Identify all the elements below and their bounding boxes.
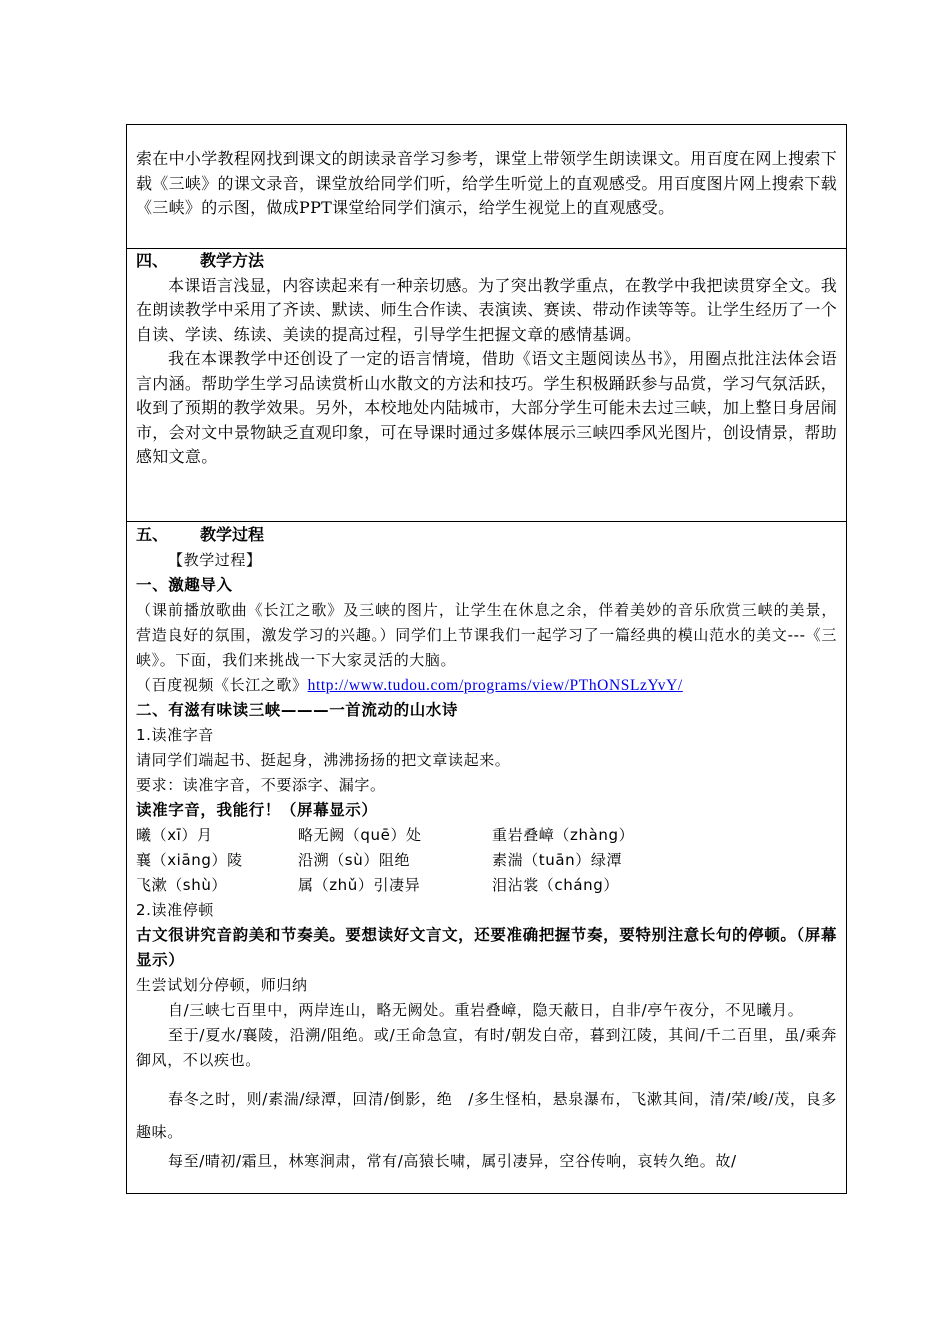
row-divider bbox=[127, 521, 846, 522]
pronunciation-item: 重岩叠嶂（zhàng） bbox=[492, 825, 635, 844]
sub1-heading: 1.读准字音 bbox=[136, 725, 214, 744]
pronunciation-row bbox=[136, 823, 837, 848]
method-paragraph-2: 我在本课教学中还创设了一定的语言情境，借助《语文主题阅读丛书》，用圈点批注法体会语言内涵。帮助学生学习品读赏析山水散文的方法和技巧。学生积极踊跃参与品赏，学习气氛活跃，收到了预期的教学效果。另外，本校地处内陆城市，大部分学生可能未去过三峡，加上整日身居闹市，会对文中景物缺乏直观印象，可在导课时通过多媒体展示三峡四季风光图片，创设情景，帮助感知文意。 bbox=[136, 349, 837, 466]
process-bracket-title: 【教学过程】 bbox=[168, 550, 262, 569]
video-line bbox=[136, 673, 837, 698]
lesson-plan-table bbox=[126, 124, 847, 1194]
pause-paragraph-1: 自/三峡七百里中，两岸连山，略无阙处。重岩叠嶂，隐天蔽日，自非/亭午夜分，不见曦月。 bbox=[168, 1000, 804, 1019]
pronunciation-item: 素湍（tuān）绿潭 bbox=[492, 850, 623, 869]
part1-text: （课前播放歌曲《长江之歌》及三峡的图片，让学生在休息之余，伴着美妙的音乐欣赏三峡的美景，营造良好的氛围，激发学习的兴趣。）同学们上节课我们一起学习了一篇经典的模山范水的美文---《三峡》。下面，我们来挑战一下大家灵活的大脑。 bbox=[136, 600, 837, 669]
pronunciation-item: 属（zhǔ）引凄异 bbox=[298, 875, 421, 894]
pause-paragraph-2: 至于/夏水/襄陵，沿溯/阻绝。或/王命急宣，有时/朝发白帝，暮到江陵，其间/千二百里，虽/乘奔御风，不以疾也。 bbox=[136, 1025, 837, 1069]
part2-heading: 二、有滋有味读三峡———一首流动的山水诗 bbox=[136, 700, 459, 719]
pronunciation-row bbox=[136, 848, 837, 873]
section-number: 五、 bbox=[136, 525, 169, 544]
sub1-line-2: 要求：读准字音，不要添字、漏字。 bbox=[136, 775, 386, 794]
sub2-heading: 2.读准停顿 bbox=[136, 900, 214, 919]
pronunciation-row bbox=[136, 873, 837, 898]
prev-section-text: 索在中小学教程网找到课文的朗读录音学习参考，课堂上带领学生朗读课文。用百度在网上搜索下载《三峡》的课文录音，课堂放给同学们听，给学生听觉上的直观感受。用百度图片网上搜索下载《三峡》的示图，做成PPT课堂给同学们演示，给学生视觉上的直观感受。 bbox=[136, 149, 837, 217]
section-number: 四、 bbox=[136, 251, 169, 270]
pronunciation-item: 曦（xī）月 bbox=[136, 825, 213, 844]
teaching-process-cell bbox=[136, 523, 837, 1174]
pronunciation-item: 飞漱（shù） bbox=[136, 875, 228, 894]
spacer bbox=[136, 1073, 837, 1083]
pronunciation-grid bbox=[136, 823, 837, 898]
method-paragraph-1: 本课语言浅显，内容读起来有一种亲切感。为了突出教学重点，在教学中我把读贯穿全文。我在朗读教学中采用了齐读、默读、师生合作读、表演读、赛读、带动作读等等。让学生经历了一个自读、学读、练读、美读的提高过程，引导学生把握文章的感情基调。 bbox=[136, 275, 837, 344]
pause-paragraph-4: 每至/晴初/霜旦，林寒涧肃，常有/高猿长啸，属引凄异，空谷传响，哀转久绝。故/ bbox=[168, 1151, 737, 1170]
pronunciation-heading: 读准字音，我能行！（屏幕显示） bbox=[136, 800, 378, 819]
section-heading-process bbox=[136, 523, 837, 548]
pause-paragraph-3: 春冬之时，则/素湍/绿潭，回清/倒影，绝 /多生怪柏，悬泉瀑布，飞漱其间，清/荣/峻/茂，良多趣味。 bbox=[136, 1089, 837, 1141]
section-title: 教学过程 bbox=[200, 525, 265, 544]
sub1-line-1: 请同学们端起书、挺起身，沸沸扬扬的把文章读起来。 bbox=[136, 750, 511, 769]
pronunciation-item: 襄（xiāng）陵 bbox=[136, 850, 243, 869]
pronunciation-item: 沿溯（sù）阻绝 bbox=[298, 850, 411, 869]
pronunciation-item: 略无阙（quē）处 bbox=[298, 825, 422, 844]
video-prefix: （百度视频《长江之歌》 bbox=[136, 675, 308, 694]
section-title: 教学方法 bbox=[200, 251, 265, 270]
pause-instruction: 生尝试划分停顿，师归纳 bbox=[136, 975, 308, 994]
part1-heading: 一、激趣导入 bbox=[136, 575, 233, 594]
video-link[interactable]: http://www.tudou.com/programs/view/PThONSLzYvY/ bbox=[307, 676, 683, 694]
pronunciation-item: 泪沾裳（cháng） bbox=[492, 875, 619, 894]
pause-heading: 古文很讲究音韵美和节奏美。要想读好文言文，还要准确把握节奏，要特别注意长句的停顿。（屏幕显示） bbox=[136, 925, 837, 969]
section-heading-method bbox=[136, 249, 837, 274]
prev-section-cell bbox=[136, 147, 837, 221]
teaching-method-cell bbox=[136, 249, 837, 470]
